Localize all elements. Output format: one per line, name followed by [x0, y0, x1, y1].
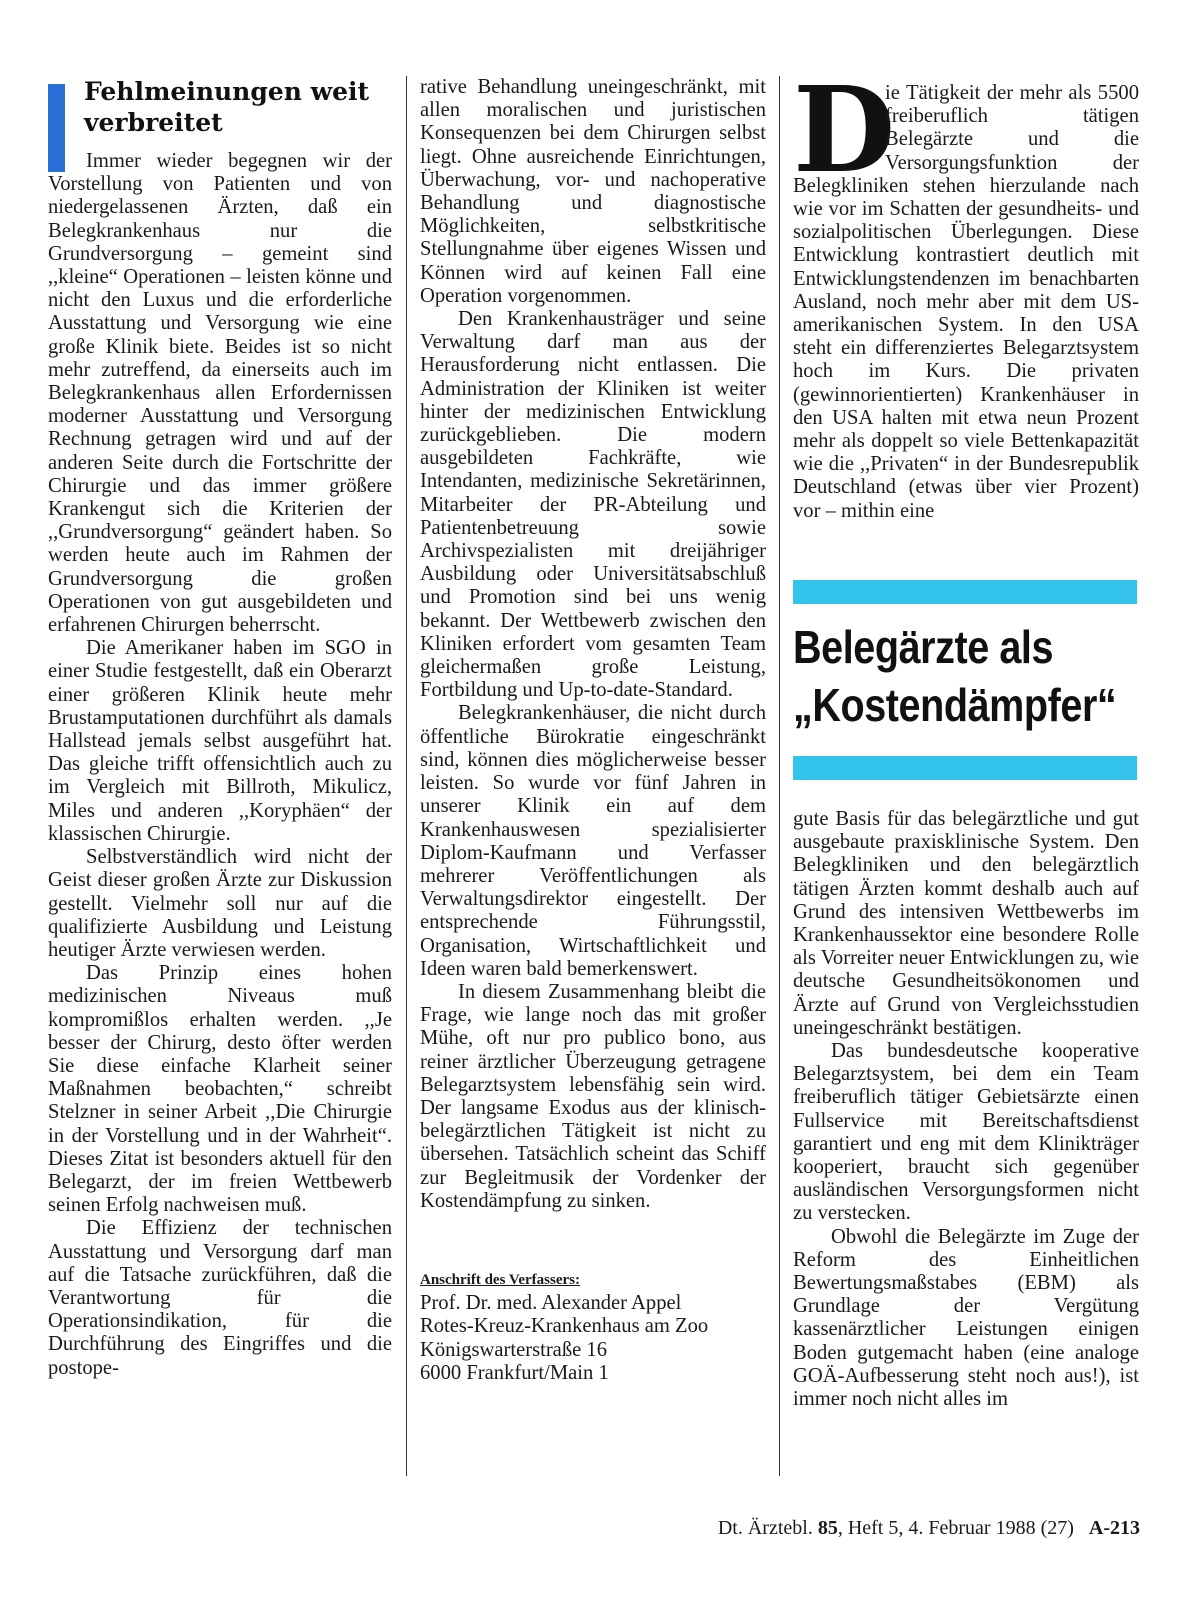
paragraph [793, 60, 1139, 523]
paragraph: Belegkrankenhäuser, die nicht durch öffentliche Bürokratie eingeschränkt sind, können dies möglicherweise besser leisten. So wurde vor fünf Jahren in unserer Klinik ein auf dem Krankenhauswesen spezialisierter Diplom-Kaufmann und Verfasser mehrerer Veröffentlichungen als Verwaltungsdirektor eingestellt. Der entsprechende Führungsstil, Organisation, Wirtschaftlichkeit und Ideen waren bald bemerkenswert. [420, 702, 766, 980]
paragraph: Die Effizienz der technischen Ausstattung und Versorgung darf man auf die Tatsache zurückführen, daß die Verantwortung für die Operationsindikation, für die Durchführung des Eingriffes und die postope- [48, 1217, 392, 1379]
drop-cap: D [793, 60, 896, 199]
page-number: A-213 [1088, 1517, 1140, 1539]
journal-name: Dt. Ärztebl. [717, 1517, 818, 1539]
paragraph: Das Prinzip eines hohen medizinischen Niveaus muß kompromißlos erhalten werden. ,,Je besser der Chirurg, desto öfter werden Sie diese einfache Klarheit seiner Maßnahmen beobachten,“ schreibt Stelzner in seiner Arbeit ,,Die Chirurgie in der Vorstellung und in der Wahrheit“. Dieses Zitat ist besonders aktuell für den Belegarzt, der im freien Wettbewerb seinen Erfolg nachweisen muß. [48, 962, 392, 1217]
column-middle [420, 76, 766, 1385]
intro-text: ie Tätigkeit der mehr als 5500 freiberuflich tätigen Belegärzte und die Versorgungsfunktion der Belegkliniken stehen hierzulande nach wie vor im Schatten der gesundheits- und sozialpolitischen Überlegungen. Diese Entwicklung kontrastiert deutlich mit Entwicklungstendenzen im benachbarten Ausland, noch mehr aber mit dem US-amerikanischen System. In den USA steht ein differenziertes Belegarztsystem hoch im Kurs. Die privaten (gewinnorientierten) Krankenhäuser in den USA halten mit etwa neun Prozent mehr als doppelt so viele Bettenkapazität wie die ,,Privaten“ in der Bundesrepublik Deutschland (etwas über vier Prozent) vor – mithin eine [793, 82, 1139, 522]
section-heading: Fehlmeinungen weit verbreitet [84, 77, 370, 137]
headline-band-bottom [793, 756, 1137, 780]
paragraph: Obwohl die Belegärzte im Zuge der Reform des Einheitlichen Bewertungsmaßstabes (EBM) als Grundlage der Vergütung kassenärztlicher Leistungen einigen Boden gutgemacht haben (eine analoge GOÄ-Aufbesserung steht noch aus!), ist immer noch nicht alles im [793, 1225, 1139, 1411]
author-address-label: Anschrift des Verfassers: [420, 1271, 580, 1288]
paragraph: Das bundesdeutsche kooperative Belegarztsystem, bei dem ein Team freiberuflich tätiger Gebietsärzte einen Fullservice mit Bereitschaftsdienst garantiert und eng mit dem Klinikträger kooperiert, braucht sich gegenüber ausländischen Versorgungsformen nicht zu verstecken. [793, 1040, 1139, 1225]
article-headline [793, 618, 1117, 734]
headline-band-top [793, 580, 1137, 604]
author-address-line: 6000 Frankfurt/Main 1 [420, 1361, 609, 1384]
paragraph: rative Behandlung uneingeschränkt, mit allen moralischen und juristischen Konsequenzen bei dem Chirurgen selbst liegt. Ohne ausreichende Einrichtungen, Überwachung, vor- und nachoperative Behandlung und diagnostische Möglichkeiten, selbstkritische Stellungnahme über eigenes Wissen und Können wird auf keinen Fall eine Operation vorgenommen. [420, 76, 766, 307]
column-right-top [793, 60, 1139, 523]
paragraph: In diesem Zusammenhang bleibt die Frage, wie lange noch das mit großer Mühe, oft nur pro publico bono, aus reiner ärztlicher Überzeugung getragene Belegarztsystem lebensfähig sein wird. Der langsame Exodus aus der klinisch-belegärztlichen Tätigkeit ist nicht zu übersehen. Tatsächlich scheint das Schiff zur Begleitmusik der Vordenker der Kostendämpfung zu sinken. [420, 980, 766, 1212]
headline-line: Belegärzte als [793, 621, 1054, 673]
drop-cap-space [793, 82, 885, 174]
journal-issue: , Heft 5, 4. Februar 1988 (27) [837, 1517, 1074, 1539]
paragraph: Immer wieder begegnen wir der Vorstellung von Patienten und von niedergelassenen Ärzten, daß ein Belegkrankenhaus nur die Grundversorgung – gemeint sind ,,kleine“ Operationen – leisten könne und nicht den Luxus und die erforderliche Ausstattung und Versorgung wie eine große Klinik biete. Beides ist so nicht mehr zutreffend, da einerseits auch im Belegkrankenhaus allen Erfordernissen moderner Ausstattung und Versorgung Rechnung getragen wird und auf der anderen Seite durch die Fortschritte der Chirurgie und das immer größere Krankengut sich die Kriterien der ,,Grundversorgung“ geändert haben. So werden heute auch im Rahmen der Grundversorgung die großen Operationen von gut ausgebildeten und erfahrenen Chirurgen beherrscht. [48, 150, 392, 637]
column-left [48, 150, 392, 1380]
author-address-line: Prof. Dr. med. Alexander Appel [420, 1292, 682, 1315]
journal-volume: 85 [817, 1517, 838, 1539]
page-footer [640, 1517, 1140, 1540]
column-right-bottom [793, 808, 1139, 1411]
column-rule-left [406, 76, 407, 1476]
paragraph: gute Basis für das belegärztliche und gut ausgebaute praxisklinische System. Den Belegkliniken und den belegärztlich tätigen Ärzten kommt deshalb auch auf Grund des intensiven Wettbewerbs im Krankenhaussektor eine besondere Rolle als Vorreiter neuer Entwicklungen zu, wie deutsche Gesundheitsökonomen und Ärzte auf Grund von Vergleichsstudien uneingeschränkt bestätigen. [793, 808, 1139, 1039]
author-address-line: Königswarterstraße 16 [420, 1338, 608, 1361]
author-address-line: Rotes-Kreuz-Krankenhaus am Zoo [420, 1315, 709, 1338]
headline-line: „Kostendämpfer“ [793, 679, 1117, 731]
paragraph: Selbstverständlich wird nicht der Geist dieser großen Ärzte zur Diskussion gestellt. Vielmehr soll nur auf die qualifizierte Ausbildung und Leistung heutiger Ärzte verwiesen werden. [48, 846, 392, 961]
paragraph: Die Amerikaner haben im SGO in einer Studie festgestellt, daß ein Oberarzt einer größeren Klinik heute mehr Brustamputationen durchführt als damals Hallstead jemals selbst ausgeführt hat. Das gleiche trifft offensichtlich auch zu im Vergleich mit Billroth, Mikulicz, Miles und anderen ,,Koryphäen“ der klassischen Chirurgie. [48, 637, 392, 845]
author-address [420, 1292, 766, 1385]
column-rule-right [779, 76, 780, 1476]
paragraph: Den Krankenhausträger und seine Verwaltung darf man aus der Herausforderung nicht entlassen. Die Administration der Kliniken ist weiter hinter der medizinischen Entwicklung zurückgeblieben. Die modern ausgebildeten Fachkräfte, wie Intendanten, medizinische Sekretärinnen, Mitarbeiter der PR-Abteilung und Patientenbetreuung sowie Archivspezialisten mit dreijähriger Ausbildung oder Universitätsabschluß und Promotion sind bei uns wenig bekannt. Der Wettbewerb zwischen den Kliniken erfordert vom gesamten Team gleichermaßen große Leistung, Fortbildung und Up-to-date-Standard. [420, 308, 766, 702]
